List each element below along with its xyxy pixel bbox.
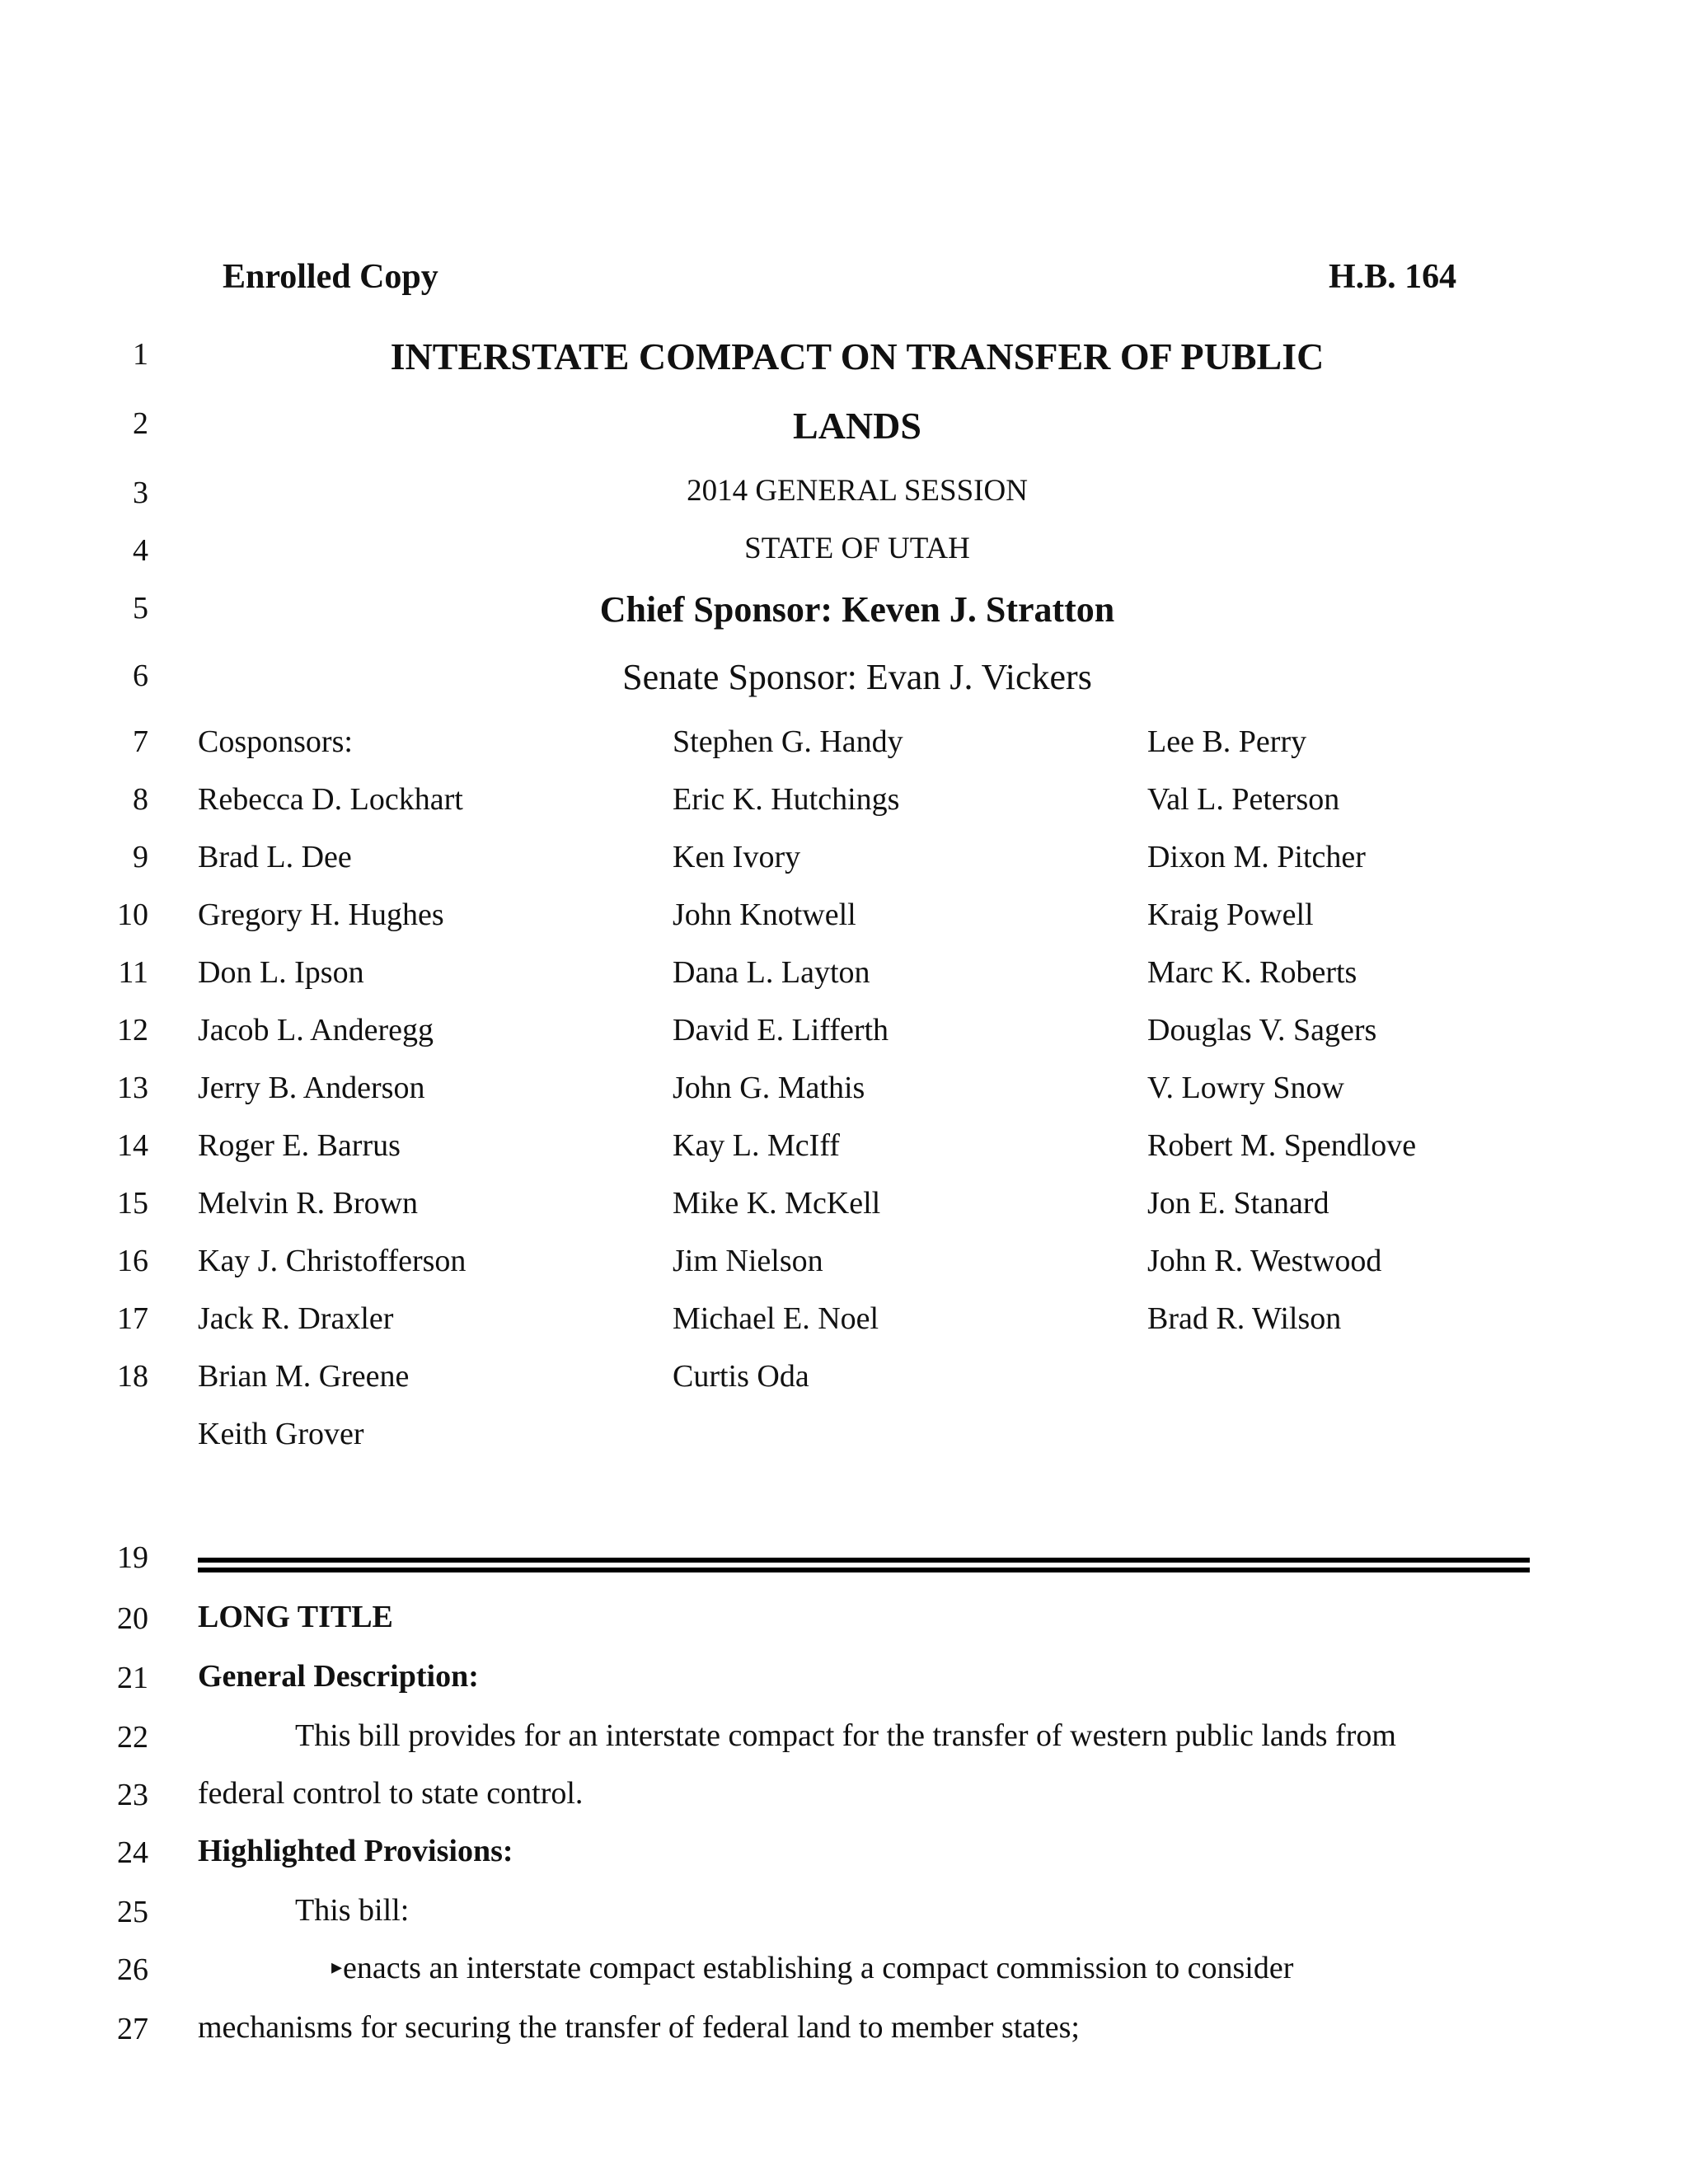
line-number: 7 (133, 724, 148, 759)
cosponsor-name: Brian M. Greene (198, 1359, 410, 1394)
cosponsor-name: Eric K. Hutchings (673, 782, 900, 817)
double-rule-bottom (198, 1568, 1530, 1572)
line-number: 13 (117, 1071, 148, 1105)
line-number: 16 (117, 1244, 148, 1278)
line-number: 15 (117, 1186, 148, 1221)
cosponsor-name: Robert M. Spendlove (1147, 1128, 1417, 1163)
cosponsor-name: Dana L. Layton (673, 955, 870, 990)
line-number: 5 (133, 591, 148, 626)
chief-sponsor: Chief Sponsor: Keven J. Stratton (599, 589, 1115, 630)
bill-title-line-1: INTERSTATE COMPACT ON TRANSFER OF PUBLIC (390, 335, 1325, 377)
line-number: 17 (117, 1301, 148, 1336)
cosponsor-name: Keith Grover (198, 1417, 364, 1451)
cosponsor-name: Kay J. Christofferson (198, 1244, 467, 1278)
document-status: Enrolled Copy (223, 258, 438, 296)
line-number: 26 (117, 1952, 148, 1987)
cosponsor-name: David E. Lifferth (673, 1013, 889, 1047)
cosponsor-name: Jack R. Draxler (198, 1301, 394, 1336)
provision-bullet-line-2: mechanisms for securing the transfer of federal land to member states; (198, 2010, 1080, 2045)
cosponsor-name: Stephen G. Handy (673, 724, 903, 759)
line-number: 24 (117, 1835, 148, 1870)
cosponsor-name: John R. Westwood (1147, 1244, 1382, 1278)
cosponsor-name: Douglas V. Sagers (1147, 1013, 1377, 1047)
highlighted-provisions-heading: Highlighted Provisions: (198, 1834, 513, 1868)
general-description-line-1: This bill provides for an interstate compact for the transfer of western public lands from (295, 1718, 1396, 1753)
line-number: 20 (117, 1601, 148, 1636)
cosponsor-name: Dixon M. Pitcher (1147, 840, 1366, 874)
general-description-heading: General Description: (198, 1659, 479, 1694)
cosponsor-name: Michael E. Noel (673, 1301, 879, 1336)
cosponsor-name: John G. Mathis (673, 1071, 865, 1105)
line-number: 23 (117, 1778, 148, 1812)
cosponsor-name: Melvin R. Brown (198, 1186, 419, 1221)
cosponsor-name: Brad L. Dee (198, 840, 352, 874)
line-number: 22 (117, 1720, 148, 1755)
cosponsor-name: Roger E. Barrus (198, 1128, 401, 1163)
cosponsor-name: Val L. Peterson (1147, 782, 1340, 817)
line-number: 12 (117, 1013, 148, 1047)
this-bill-label: This bill: (295, 1893, 410, 1928)
cosponsor-name: Jacob L. Anderegg (198, 1013, 434, 1047)
provision-bullet-line-1: enacts an interstate compact establishing a compact commission to consider (343, 1951, 1294, 1985)
line-number: 25 (117, 1895, 148, 1929)
long-title-heading: LONG TITLE (198, 1600, 393, 1634)
senate-sponsor: Senate Sponsor: Evan J. Vickers (622, 657, 1092, 697)
cosponsors-label: Cosponsors: (198, 724, 353, 759)
cosponsor-name: Kraig Powell (1147, 898, 1314, 932)
line-number: 1 (133, 337, 148, 372)
line-number: 3 (133, 476, 148, 510)
line-number: 9 (133, 840, 148, 874)
bullet-arrow-icon: ▸ (331, 1955, 343, 1979)
cosponsor-name: Gregory H. Hughes (198, 898, 444, 932)
bill-number: H.B. 164 (1329, 258, 1457, 296)
cosponsor-name: Marc K. Roberts (1147, 955, 1357, 990)
line-number: 10 (117, 898, 148, 932)
line-number: 21 (117, 1661, 148, 1695)
cosponsor-name: Curtis Oda (673, 1359, 809, 1394)
cosponsor-name: John Knotwell (673, 898, 856, 932)
cosponsor-name: Lee B. Perry (1147, 724, 1307, 759)
cosponsor-name: Kay L. McIff (673, 1128, 840, 1163)
double-rule-top (198, 1558, 1530, 1563)
general-description-line-2: federal control to state control. (198, 1776, 584, 1811)
cosponsor-name: Brad R. Wilson (1147, 1301, 1342, 1336)
line-number: 11 (118, 955, 148, 990)
cosponsor-name: V. Lowry Snow (1147, 1071, 1344, 1105)
line-number: 4 (133, 533, 148, 568)
cosponsor-name: Mike K. McKell (673, 1186, 881, 1221)
state-label: STATE OF UTAH (744, 532, 970, 565)
cosponsor-name: Ken Ivory (673, 840, 801, 874)
cosponsor-name: Jon E. Stanard (1147, 1186, 1329, 1221)
cosponsor-name: Jim Nielson (673, 1244, 823, 1278)
line-number: 19 (117, 1540, 148, 1575)
line-number: 8 (133, 782, 148, 817)
line-number: 27 (117, 2012, 148, 2046)
line-number: 6 (133, 658, 148, 693)
cosponsor-name: Rebecca D. Lockhart (198, 782, 463, 817)
bill-title-line-2: LANDS (793, 405, 921, 447)
session-label: 2014 GENERAL SESSION (687, 474, 1028, 508)
line-number: 14 (117, 1128, 148, 1163)
cosponsor-name: Jerry B. Anderson (198, 1071, 425, 1105)
line-number: 2 (133, 406, 148, 441)
cosponsor-name: Don L. Ipson (198, 955, 364, 990)
line-number: 18 (117, 1359, 148, 1394)
